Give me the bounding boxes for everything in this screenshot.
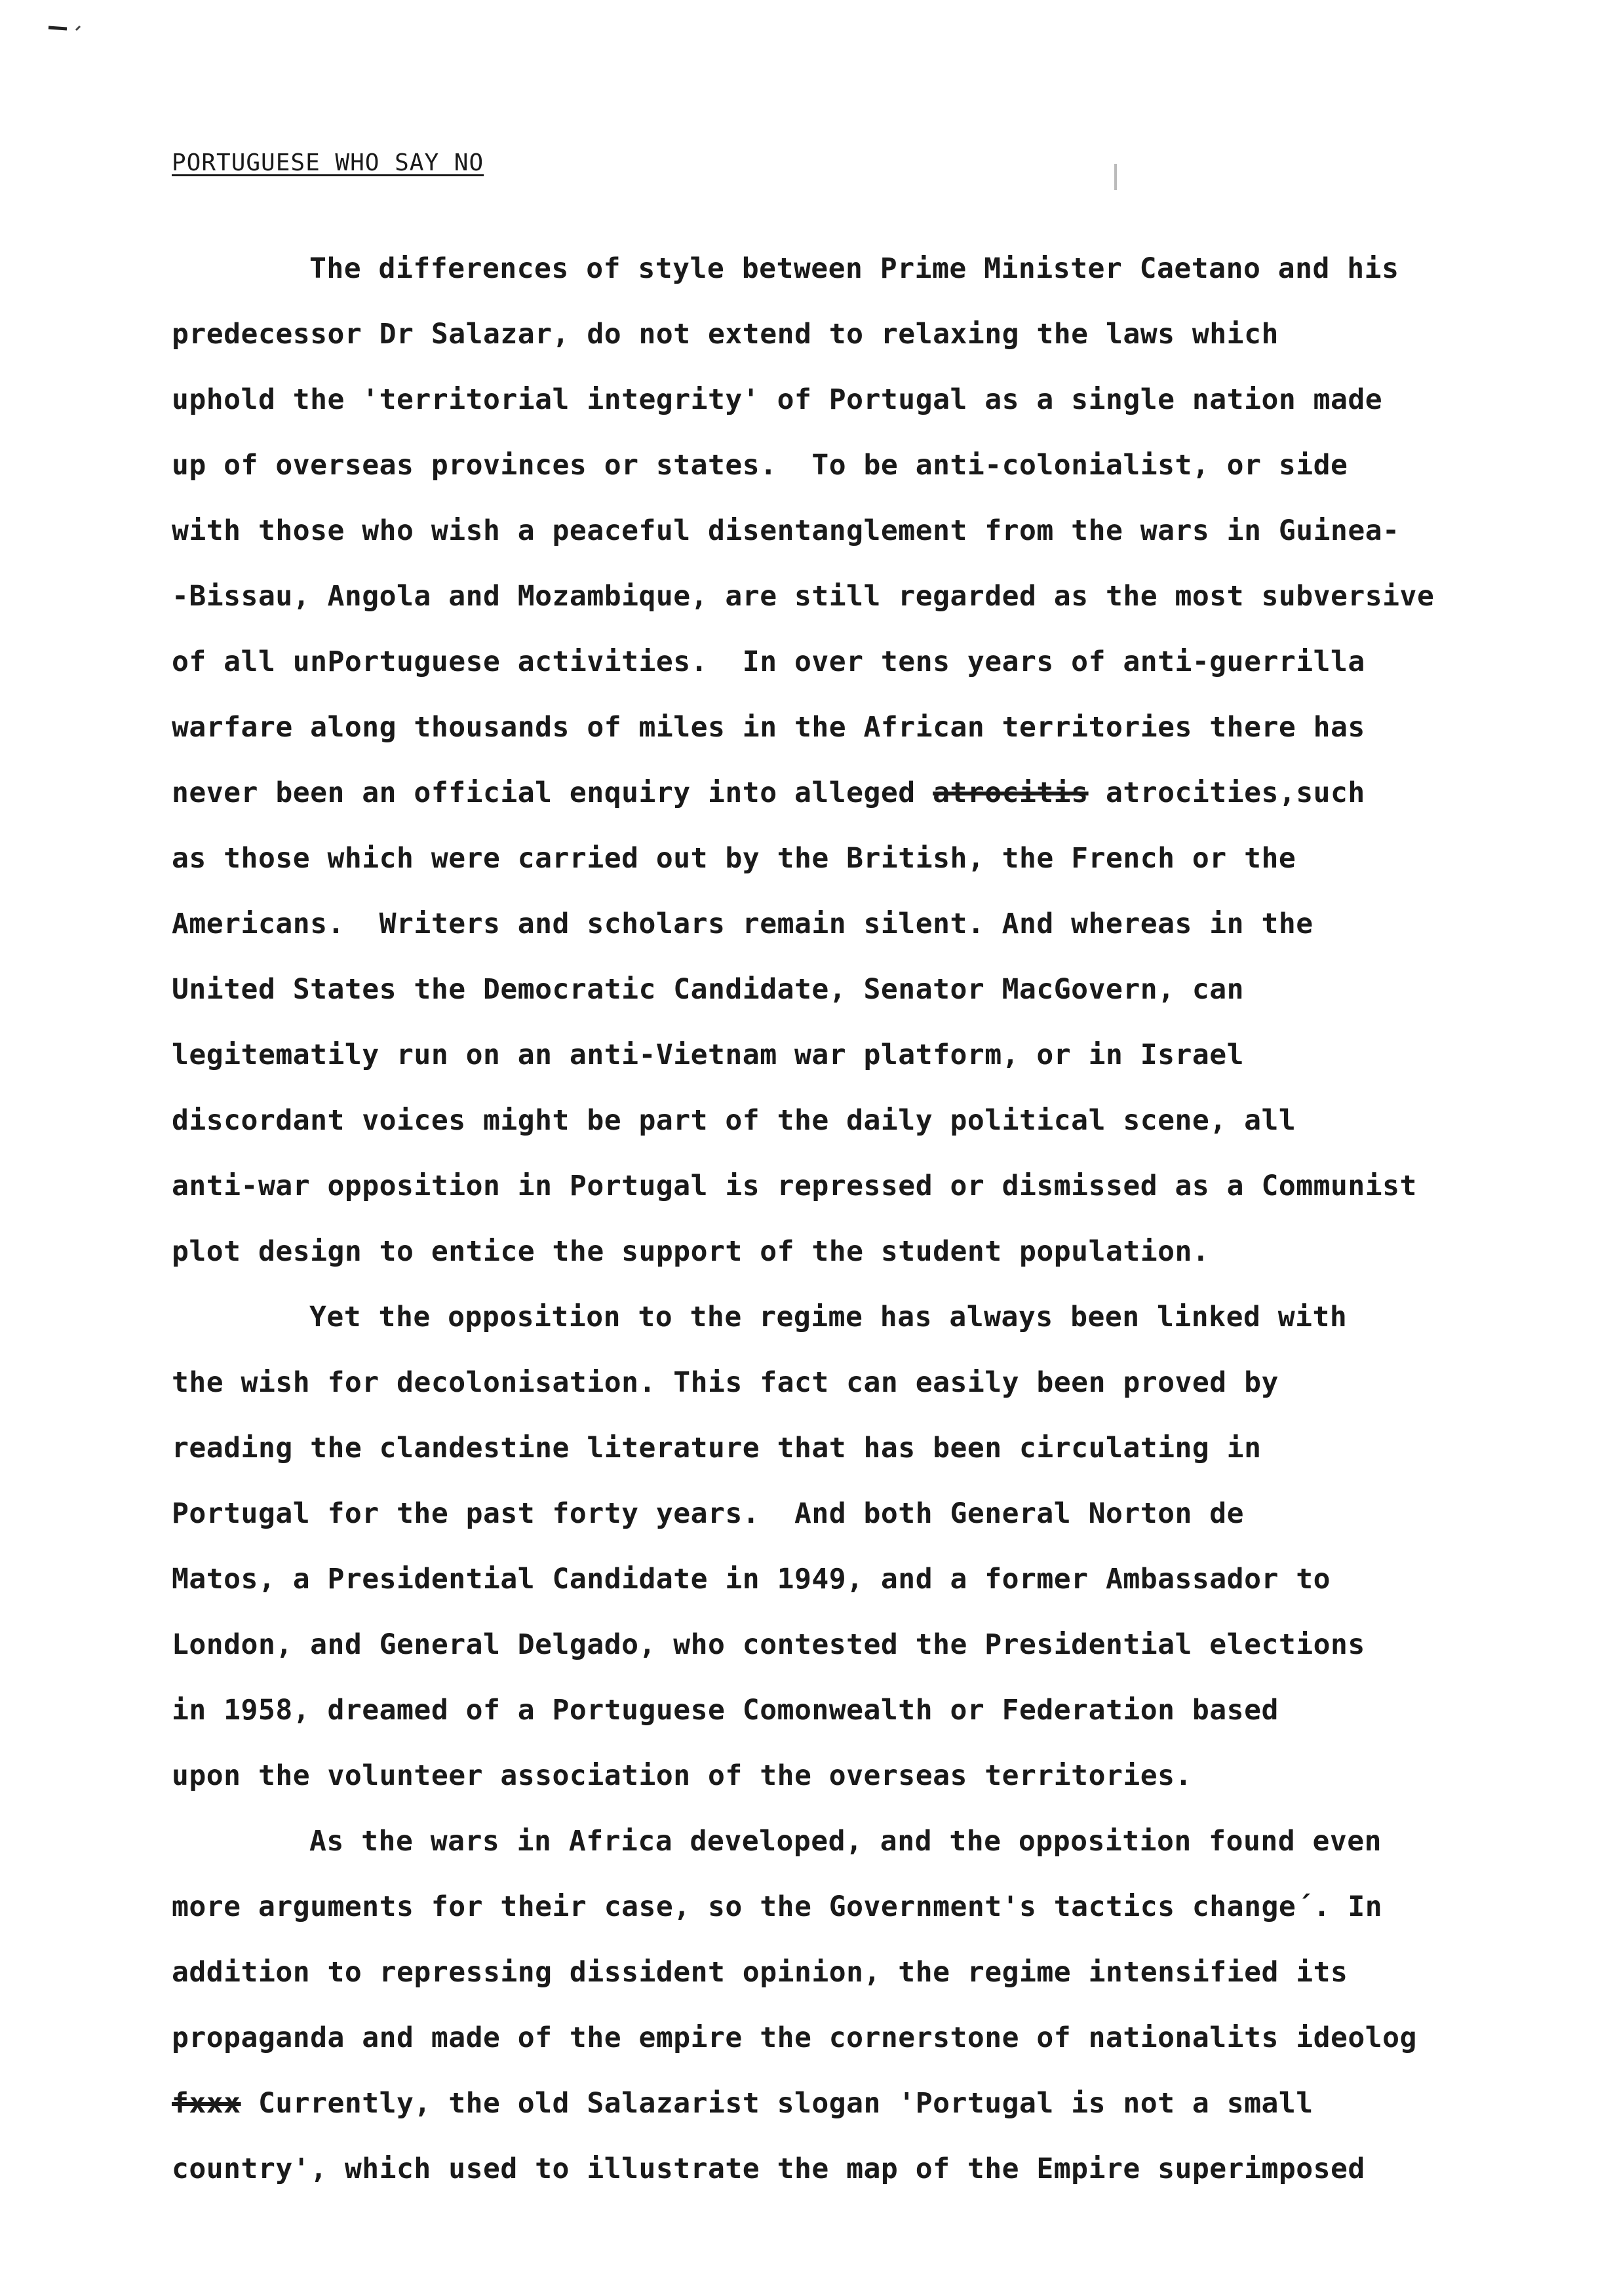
struck-through-word: atrocitis	[933, 776, 1089, 809]
text-line-content: Americans. Writers and scholars remain silent. And whereas in the	[172, 908, 1313, 940]
text-line	[172, 957, 1601, 1022]
document-body	[172, 236, 1601, 2202]
text-line	[172, 760, 1601, 826]
text-line-content: Matos, a Presidential Candidate in 1949, and a former Ambassador to	[172, 1563, 1331, 1596]
text-line	[172, 301, 1601, 367]
text-line-content: legitematily run on an anti-Vietnam war platform, or in Israel	[172, 1039, 1245, 1071]
text-line	[172, 1284, 1601, 1350]
text-line-content: London, and General Delgado, who contested the Presidential elections	[172, 1628, 1365, 1661]
text-line-content: The differences of style between Prime Minister Caetano and his	[309, 252, 1399, 285]
text-line-continuation: Currently, the old Salazarist slogan 'Portugal is not a small	[241, 2087, 1313, 2120]
text-line-content: addition to repressing dissident opinion, the regime intensified its	[172, 1956, 1348, 1989]
text-line-content: propaganda and made of the empire the cornerstone of nationalits ideolog	[172, 2021, 1417, 2054]
text-line	[172, 1350, 1601, 1415]
text-line	[172, 629, 1601, 695]
text-line-content: anti-war opposition in Portugal is repressed or dismissed as a Communist	[172, 1170, 1417, 1202]
text-line	[172, 2071, 1601, 2136]
text-line	[172, 1677, 1601, 1743]
text-line-content: reading the clandestine literature that has been circulating in	[172, 1432, 1262, 1464]
text-line	[172, 826, 1601, 891]
text-line	[172, 891, 1601, 957]
text-line-content: as those which were carried out by the British, the French or the	[172, 842, 1296, 875]
text-line	[172, 367, 1601, 432]
text-line-content: never been an official enquiry into alleged	[172, 776, 916, 809]
text-line-content: more arguments for their case, so the Government's tactics change´. In	[172, 1890, 1383, 1923]
text-line-content: Portugal for the past forty years. And both General Norton de	[172, 1497, 1245, 1530]
text-line-content: of all unPortuguese activities. In over tens years of anti-guerrilla	[172, 645, 1365, 678]
text-line-content: United States the Democratic Candidate, Senator MacGovern, can	[172, 973, 1245, 1006]
text-line	[172, 236, 1601, 301]
text-line	[172, 1940, 1601, 2005]
text-line-content: predecessor Dr Salazar, do not extend to relaxing the laws which	[172, 318, 1279, 351]
corner-mark	[47, 24, 87, 33]
text-line	[172, 498, 1601, 564]
text-line-continuation: atrocities,such	[1088, 776, 1365, 809]
text-line-content: plot design to entice the support of the student population.	[172, 1235, 1210, 1268]
text-line-content: uphold the 'territorial integrity' of Portugal as a single nation made	[172, 383, 1383, 416]
text-line-content: As the wars in Africa developed, and the opposition found even	[309, 1825, 1382, 1858]
text-line-content: up of overseas provinces or states. To be anti-colonialist, or side	[172, 449, 1348, 482]
text-line	[172, 1612, 1601, 1677]
text-line	[172, 1415, 1601, 1481]
text-line-content: the wish for decolonisation. This fact can easily been proved by	[172, 1366, 1279, 1399]
text-line	[172, 695, 1601, 760]
text-line	[172, 1808, 1601, 1874]
text-line-content: warfare along thousands of miles in the African territories there has	[172, 711, 1365, 744]
text-line	[172, 1874, 1601, 1940]
text-line	[172, 1022, 1601, 1088]
text-line	[172, 2136, 1601, 2202]
struck-through-word: fxxx	[172, 2087, 241, 2120]
text-line-content: upon the volunteer association of the overseas territories.	[172, 1759, 1192, 1792]
text-line-content: in 1958, dreamed of a Portuguese Comonwealth or Federation based	[172, 1694, 1279, 1727]
text-line-content: with those who wish a peaceful disentanglement from the wars in Guinea-	[172, 514, 1400, 547]
text-line	[172, 2005, 1601, 2071]
text-line	[172, 1743, 1601, 1808]
text-line	[172, 1219, 1601, 1284]
text-line-content: -Bissau, Angola and Mozambique, are still regarded as the most subversive	[172, 580, 1435, 613]
margin-tick	[1114, 164, 1117, 190]
text-line-content: country', which used to illustrate the map of the Empire superimposed	[172, 2152, 1365, 2185]
text-line	[172, 1481, 1601, 1546]
text-line	[172, 1153, 1601, 1219]
text-line-content: Yet the opposition to the regime has always been linked with	[309, 1301, 1348, 1333]
document-title: PORTUGUESE WHO SAY NO	[172, 149, 484, 176]
text-line	[172, 1088, 1601, 1153]
text-line	[172, 1546, 1601, 1612]
text-line	[172, 432, 1601, 498]
text-line-content: discordant voices might be part of the daily political scene, all	[172, 1104, 1296, 1137]
text-line	[172, 564, 1601, 629]
